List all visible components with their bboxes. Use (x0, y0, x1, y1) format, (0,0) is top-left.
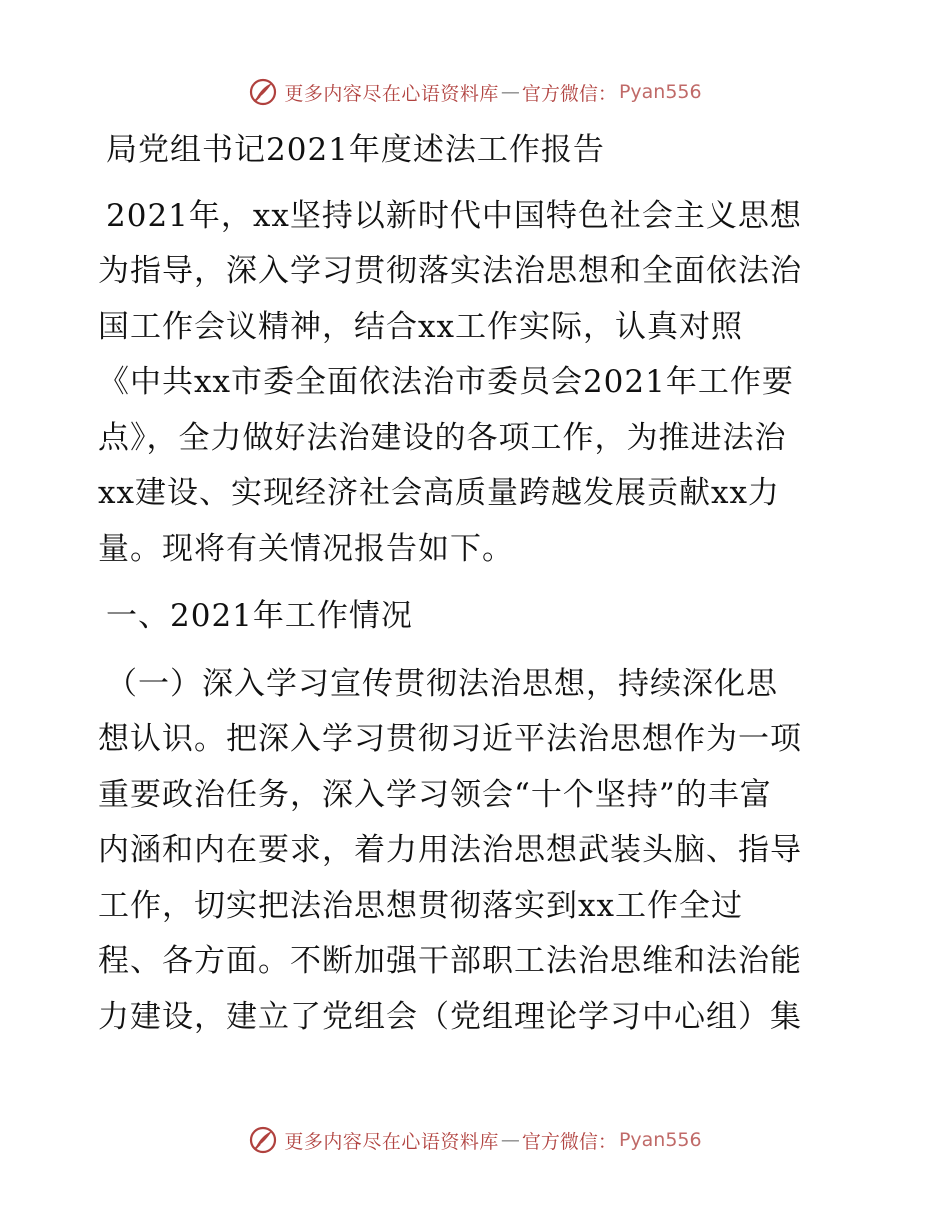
watermark-header (0, 72, 950, 112)
quill-logo-icon (248, 1125, 278, 1155)
watermark-label: 官方微信： (521, 82, 617, 105)
watermark-wechat-id: Pyan556 (618, 1129, 702, 1151)
watermark-text: 更多内容尽在心语资料库 (284, 1130, 499, 1153)
watermark-separator: — (500, 1129, 520, 1151)
watermark-text: 更多内容尽在心语资料库 (284, 82, 499, 105)
watermark-wechat-id: Pyan556 (618, 81, 702, 103)
subsection-line: 内涵和内在要求，着力用法治思想武装头脑、指导 (98, 832, 802, 868)
intro-line: 《中共xx市委全面依法治市委员会2021年工作要 (98, 364, 794, 400)
subsection-line: 力建设，建立了党组会（党组理论学习中心组）集 (98, 998, 802, 1035)
subsection-line: 重要政治任务，深入学习领会“十个坚持”的丰富 (98, 776, 772, 813)
quill-logo-icon (248, 77, 278, 107)
intro-line: 国工作会议精神，结合xx工作实际，认真对照 (98, 308, 743, 345)
intro-line: 为指导，深入学习贯彻落实法治思想和全面依法治 (98, 253, 802, 289)
subsection-line: 程、各方面。不断加强干部职工法治思维和法治能 (98, 943, 802, 979)
subsection-line: （一）深入学习宣传贯彻法治思想，持续深化思 (106, 665, 778, 702)
document-title: 局党组书记2021年度述法工作报告 (106, 132, 605, 168)
section-heading-paragraph (98, 589, 850, 645)
watermark-separator: — (500, 81, 520, 103)
intro-line: 2021年，xx坚持以新时代中国特色社会主义思想 (106, 197, 802, 234)
intro-line: xx建设、实现经济社会高质量跨越发展贡献xx力 (98, 475, 780, 511)
watermark-footer (0, 1120, 950, 1160)
document-body (98, 123, 850, 1057)
section-heading: 一、2021年工作情况 (106, 598, 413, 634)
intro-paragraph (98, 189, 850, 578)
subsection-line: 工作，切实把法治思想贯彻落实到xx工作全过 (98, 887, 743, 924)
watermark-label: 官方微信： (521, 1130, 617, 1153)
intro-line: 点》，全力做好法治建设的各项工作，为推进法治 (98, 419, 787, 456)
intro-line: 量。现将有关情况报告如下。 (98, 530, 514, 567)
subsection-line: 想认识。把深入学习贯彻习近平法治思想作为一项 (98, 721, 802, 757)
subsection-paragraph (98, 657, 850, 1046)
